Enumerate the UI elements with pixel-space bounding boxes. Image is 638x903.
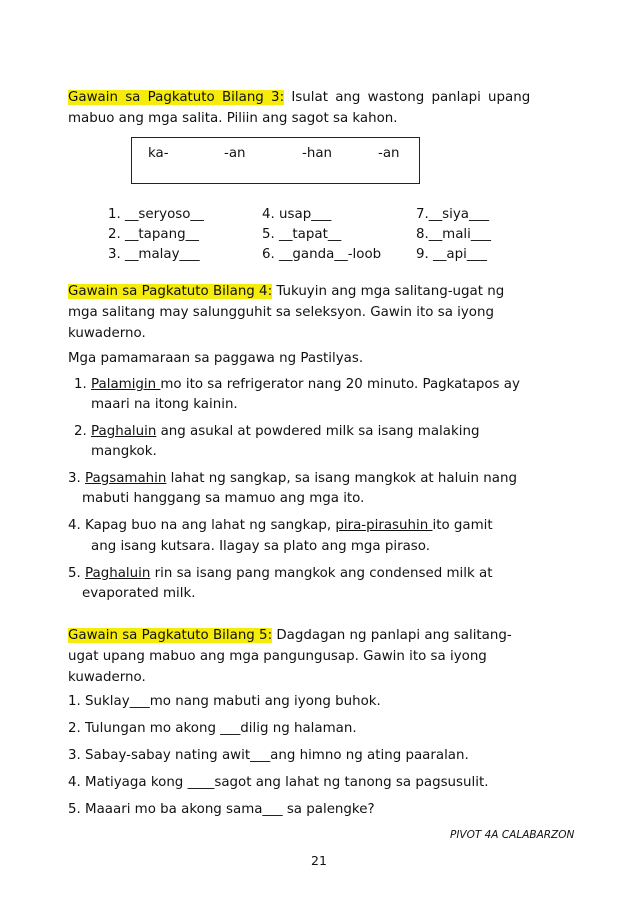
underlined-word: Paghaluin — [91, 424, 157, 439]
footer-label: PIVOT 4A CALABARZON — [450, 829, 575, 841]
g4-instruction: Tukuyin ang mga salitang-ugat ng — [272, 284, 505, 299]
step-1-cont: maari na itong kainin. — [91, 397, 238, 412]
sentence-item: 2. Tulungan mo akong ___dilig ng halaman. — [68, 721, 357, 736]
procedure-intro: Mga pamamaraan sa paggawa ng Pastilyas. — [68, 351, 364, 366]
g3-instruction-line2: mabuo ang mga salita. Piliin ang sagot sa kahon. — [68, 111, 398, 126]
underlined-word: pira-pirasuhin — [335, 518, 433, 533]
step-4-cont: ang isang kutsara. Ilagay sa plato ang mga piraso. — [91, 539, 430, 554]
sentence-item: 4. Matiyaga kong ____sagot ang lahat ng tanong sa pagsusulit. — [68, 775, 489, 790]
underlined-word: Paghaluin — [85, 566, 151, 581]
g3-title: Gawain sa Pagkatuto Bilang 3: — [68, 90, 285, 105]
step-1: 1. Palamigin mo ito sa refrigerator nang 20 minuto. Pagkatapos ay — [74, 377, 520, 392]
step-2-cont: mangkok. — [91, 444, 157, 459]
sentence-item: 5. Maaari mo ba akong sama___ sa palengke? — [68, 802, 375, 817]
g4-title: Gawain sa Pagkatuto Bilang 4: — [68, 284, 273, 299]
word-item: 3. __malay___ — [108, 247, 200, 262]
step-4: 4. Kapag buo na ang lahat ng sangkap, pira-pirasuhin ito gamit — [68, 518, 493, 533]
word-item: 4. usap___ — [262, 207, 332, 222]
affix-option: -an — [224, 146, 246, 161]
word-item: 1. __seryoso__ — [108, 207, 204, 222]
g4-instruction-line2: mga salitang may salungguhit sa seleksyon. Gawin ito sa iyong — [68, 305, 494, 320]
affix-option: -han — [302, 146, 333, 161]
sentence-item: 3. Sabay-sabay nating awit___ang himno ng ating paaralan. — [68, 748, 469, 763]
step-2: 2. Paghaluin ang asukal at powdered milk sa isang malaking — [74, 424, 480, 439]
step-5: 5. Paghaluin rin sa isang pang mangkok ang condensed milk at — [68, 566, 493, 581]
word-item: 7.__siya___ — [416, 207, 490, 222]
word-item: 9. __api___ — [416, 247, 487, 262]
g3-instruction: Isulat ang wastong panlapi upang — [284, 90, 531, 105]
affix-option: ka- — [148, 146, 169, 161]
word-item: 5. __tapat__ — [262, 227, 342, 242]
g5-instruction-line3: kuwaderno. — [68, 670, 146, 685]
page-number: 21 — [311, 853, 327, 868]
g5-title: Gawain sa Pagkatuto Bilang 5: — [68, 628, 273, 643]
sentence-item: 1. Suklay___mo nang mabuti ang iyong buhok. — [68, 694, 381, 709]
g3-heading-line — [68, 89, 530, 107]
g4-instruction-line3: kuwaderno. — [68, 326, 146, 341]
g5-instruction-line2: ugat upang mabuo ang mga pangungusap. Gawin ito sa iyong — [68, 649, 487, 664]
affix-choice-box — [131, 137, 420, 184]
word-item: 6. __ganda__-loob — [262, 247, 382, 262]
step-3: 3. Pagsamahin lahat ng sangkap, sa isang mangkok at haluin nang — [68, 471, 517, 486]
affix-option: -an — [378, 146, 400, 161]
step-5-cont: evaporated milk. — [82, 586, 196, 601]
word-item: 2. __tapang__ — [108, 227, 199, 242]
underlined-word: Palamigin — [91, 377, 161, 392]
step-3-cont: mabuti hanggang sa mamuo ang mga ito. — [82, 491, 365, 506]
word-item: 8.__mali___ — [416, 227, 491, 242]
g5-heading-line — [68, 627, 512, 645]
g4-heading-line — [68, 283, 504, 301]
g5-instruction: Dagdagan ng panlapi ang salitang- — [272, 628, 512, 643]
underlined-word: Pagsamahin — [85, 471, 167, 486]
